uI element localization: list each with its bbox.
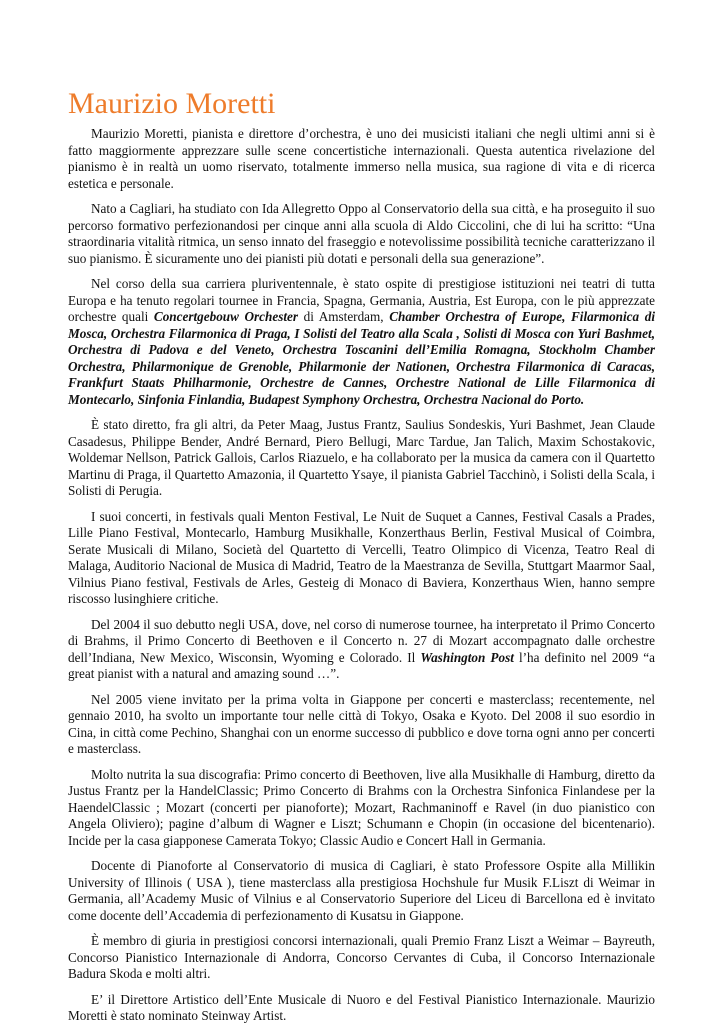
biography-paragraph xyxy=(68,126,655,192)
biography-paragraph xyxy=(68,992,655,1025)
paragraph-text: l’ha definito nel 2009 “a great pianist with a natural and amazing sound …”. xyxy=(68,649,655,681)
biography-paragraph xyxy=(68,417,655,500)
document-page xyxy=(68,86,655,1034)
paragraph-text: E’ il Direttore Artistico dell’Ente Musicale di Nuoro e del Festival Pianistico Internazionale. Maurizio Moretti è stato nominato Steinway Artist. xyxy=(68,991,655,1023)
biography-paragraph xyxy=(68,858,655,924)
paragraph-text: Nel corso della sua carriera pluriventennale, è stato ospite di prestigiose istituzioni nei teatri di tutta Europa e ha tenuto regolari tournee in Francia, Spagna, Germania, Austria, Est Europa, con le più apprezzate orchestre quali xyxy=(68,276,655,324)
paragraph-text: I suoi concerti, in festivals quali Menton Festival, Le Nuit de Suquet a Cannes, Festival Casals a Prades, Lille Piano Festival, Montecarlo, Hamburg Musikhalle, Konzerthaus Berlin, Festival Musical of Coimbra, Serate Musicali di Milano, Società del Quartetto di Vercelli, Teatro Olimpico di Vicenza, Teatro Real di Malaga, Auditorio Nacional de Musica di Madrid, Teatro de la Maestranza de Sevilla, Stuttgart Maarmor Saal, Vilnius Piano festival, Festivals de Arles, Gesteig di Monaco di Baviera, Konzerthaus Wien, hanno sempre riscosso lusinghiere critiche. xyxy=(68,508,655,606)
biography-body xyxy=(68,126,655,1025)
biography-paragraph xyxy=(68,692,655,758)
paragraph-text: di Amsterdam, xyxy=(298,309,390,324)
biography-paragraph xyxy=(68,767,655,850)
paragraph-text: Docente di Pianoforte al Conservatorio di musica di Cagliari, è stato Professore Ospite alla Millikin University of Illinois ( USA ), tiene masterclass alla prestigiosa Hochshule fur Musik F.Liszt di Weimar in Germania, all’Academy Music of Vilnius e al Conservatorio Superiore del Liceu di Barcellona ed è invitato come docente dell’Accademia di perfezionamento di Kusatsu in Giappone. xyxy=(68,858,655,923)
page-title: Maurizio Moretti xyxy=(68,87,276,120)
paragraph-text: Del 2004 il suo debutto negli USA, dove, nel corso di numerose tournee, ha interpretato il Primo Concerto di Brahms, il Primo Concerto di Beethoven e il Concerto n. 27 di Mozart accompagnato dalle orchestre dell’Indiana, New Mexico, Wisconsin, Wyoming e Colorado. Il xyxy=(68,616,655,665)
paragraph-text: Molto nutrita la sua discografia: Primo concerto di Beethoven, live alla Musikhalle di Hamburg, diretto da Justus Frantz per la HandelClassic; Primo Concerto di Brahms con la Orchestra Sinfonica Finlandese per la HaendelClassic ; Mozart (concerti per pianoforte); Mozart, Rachmaninoff e Ravel (in duo pianistico con Angela Oliviero); pagine d’album di Wagner e Liszt; Schumann e Chopin (in occasione del bicentenario). Incide per la casa giapponese Camerata Tokyo; Classic Audio e Concert Hall in Germania. xyxy=(68,766,655,848)
emphasized-text: Washington Post xyxy=(420,649,514,665)
biography-paragraph xyxy=(68,933,655,983)
biography-paragraph xyxy=(68,509,655,608)
emphasized-text: Concertgebouw Orchester xyxy=(153,309,298,324)
paragraph-text: Maurizio Moretti, pianista e direttore d’orchestra, è uno dei musicisti italiani che negli ultimi anni si è fatto maggiormente apprezzare sulle scene concertistiche internazionali. Questa autentica rivelazione del pianismo è in realtà un uomo riservato, totalmente immerso nella musica, sua ragione di vita e di ricerca estetica e personale. xyxy=(68,126,655,191)
biography-paragraph xyxy=(68,201,655,267)
paragraph-text: Nato a Cagliari, ha studiato con Ida Allegretto Oppo al Conservatorio della sua città, e ha proseguito il suo percorso formativo perfezionandosi per cinque anni alla scuola di Aldo Ciccolini, che di lui ha scritto: “Una straordinaria vitalità ritmica, un senso innato del fraseggio e notevolissime possibilità tecniche caratterizzano il suo pianismo. È sicuramente uno dei pianisti più dotati e personali della sua generazione”. xyxy=(68,201,655,266)
biography-paragraph xyxy=(68,617,655,683)
paragraph-text: È stato diretto, fra gli altri, da Peter Maag, Justus Frantz, Saulius Sondeskis, Yuri Bashmet, Jean Claude Casadesus, Philippe Bender, André Bernard, Piero Bellugi, Marc Tardue, Jan Talich, Maxim Schostakovic, Woldemar Nellson, Patrick Gallois, Carlos Riazuelo, e ha collaborato per la musica da camera con il Quartetto Martinu di Praga, il Quartetto Amazonia, il Quartetto Ysaye, il pianista Gabriel Tacchinò, i Solisti della Scala, i Solisti di Perugia. xyxy=(68,417,655,498)
biography-paragraph xyxy=(68,276,655,408)
emphasized-text: Chamber Orchestra of Europe, Filarmonica di Mosca, Orchestra Filarmonica di Praga, I Solisti del Teatro alla Scala , Solisti di Mosca con Yuri Bashmet, Orchestra di Padova e del Veneto, Orchestra Toscanini dell’Emilia Romagna, Stockholm Chamber Orchestra, Philarmonique de Grenoble, Philarmonie der Nationen, Orchestra Filarmonica di Caracas, Frankfurt Staats Philharmonie, Orchestre de Cannes, Orchestre National de Lille Filarmonica di Montecarlo, Sinfonia Finlandia, Budapest Symphony Orchestra, Orchestra Nacional do Porto. xyxy=(68,309,655,407)
paragraph-text: Nel 2005 viene invitato per la prima volta in Giappone per concerti e masterclass; recentemente, nel gennaio 2010, ha svolto un importante tour nelle città di Tokyo, Osaka e Kyoto. Del 2008 il suo esordio in Cina, in città come Pechino, Shanghai con un enorme successo di pubblico e dove torna ogni anno per concerti e masterclass. xyxy=(68,691,655,756)
paragraph-text: È membro di giuria in prestigiosi concorsi internazionali, quali Premio Franz Liszt a Weimar – Bayreuth, Concorso Pianistico Internazionale di Andorra, Concorso Cervantes di Cuba, il Concorso Internazionale Badura Skoda e molti altri. xyxy=(68,933,655,981)
